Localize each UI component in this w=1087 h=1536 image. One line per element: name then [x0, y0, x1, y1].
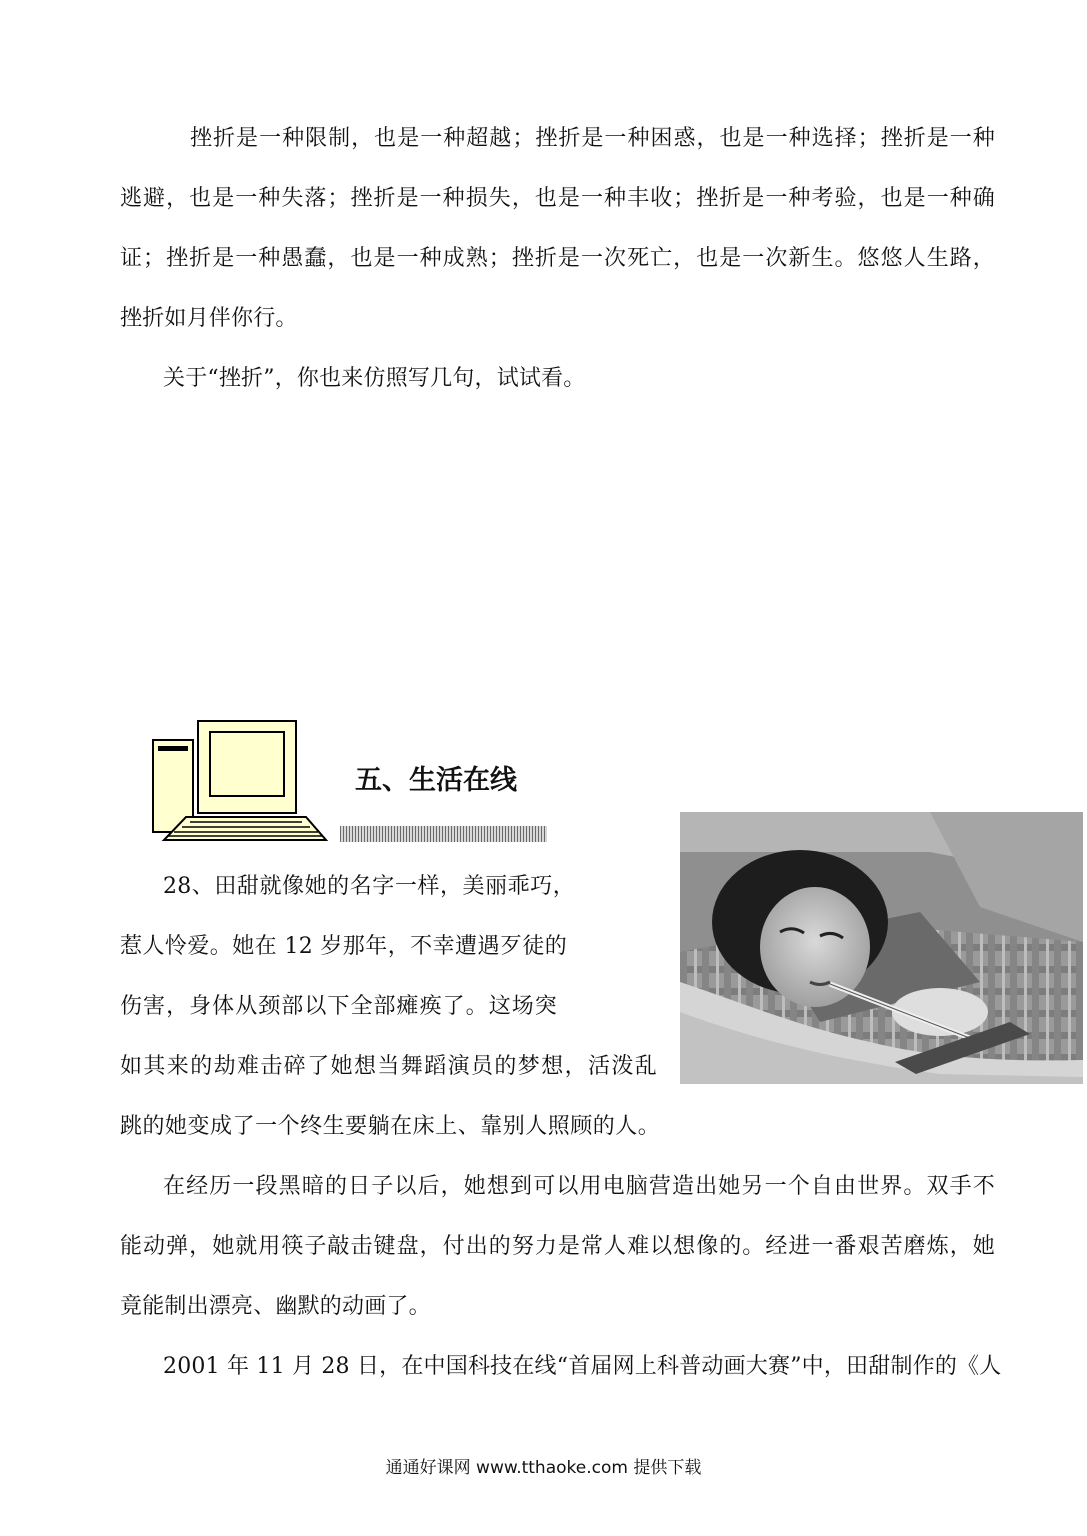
page-footer: 通通好课网 www.tthaoke.com 提供下载 — [385, 1458, 702, 1478]
paragraph1-line-3: 证；挫折是一种愚蠢，也是一种成熟；挫折是一次死亡，也是一次新生。悠悠人生路， — [120, 246, 995, 271]
story-line-8: 竟能制出漂亮、幽默的动画了。 — [120, 1294, 431, 1319]
section-title: 五、生活在线 — [355, 765, 517, 796]
story-line-3: 伤害，身体从颈部以下全部瘫痪了。这场突 — [120, 994, 557, 1019]
girl-photo — [680, 812, 1083, 1084]
paragraph1-line-2: 逃避，也是一种失落；挫折是一种损失，也是一种丰收；挫折是一种考验，也是一种确 — [120, 186, 995, 211]
story-line-9: 2001 年 11 月 28 日，在中国科技在线“首届网上科普动画大赛”中，田甜制作的《人 — [163, 1354, 1002, 1379]
story-line-5: 跳的她变成了一个终生要躺在床上、靠别人照顾的人。 — [120, 1114, 660, 1139]
writing-prompt: 关于“挫折”，你也来仿照写几句，试试看。 — [163, 366, 586, 391]
story-line-1: 28、田甜就像她的名字一样，美丽乖巧， — [163, 874, 575, 899]
story-line-6: 在经历一段黑暗的日子以后，她想到可以用电脑营造出她另一个自由世界。双手不 — [163, 1174, 995, 1199]
story-line-4: 如其来的劫难击碎了她想当舞蹈演员的梦想，活泼乱 — [120, 1054, 657, 1079]
story-line-2: 惹人怜爱。她在 12 岁那年，不幸遭遇歹徒的 — [120, 934, 567, 959]
computer-icon — [150, 718, 330, 843]
story-line-7: 能动弹，她就用筷子敲击键盘，付出的努力是常人难以想像的。经进一番艰苦磨炼，她 — [120, 1234, 995, 1259]
title-underline-bar — [340, 826, 547, 842]
paragraph1-line-4: 挫折如月伴你行。 — [120, 306, 298, 331]
paragraph1-line-1: 挫折是一种限制，也是一种超越；挫折是一种困惑，也是一种选择；挫折是一种 — [190, 126, 995, 151]
